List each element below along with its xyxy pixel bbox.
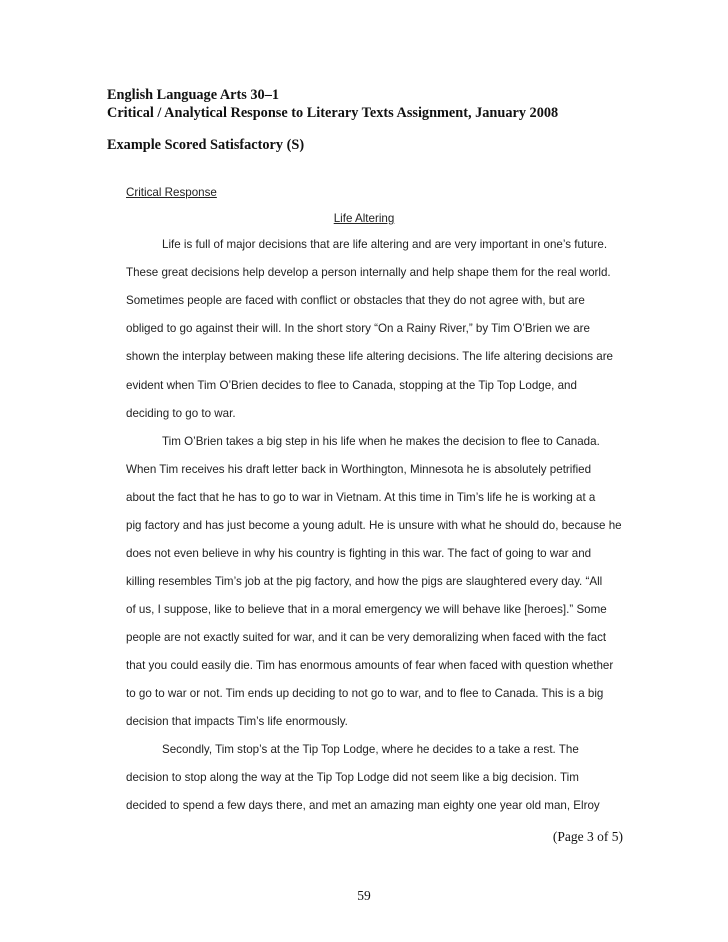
essay-line: When Tim receives his draft letter back in Worthington, Minnesota he is absolutely petrified (126, 463, 592, 476)
essay-line: evident when Tim O’Brien decides to flee to Canada, stopping at the Tip Top Lodge, and (126, 379, 577, 392)
essay-line: Tim O’Brien takes a big step in his life when he makes the decision to flee to Canada. (162, 435, 600, 448)
essay-line: These great decisions help develop a person internally and help shape them for the real world. (126, 266, 611, 279)
essay-line: people are not exactly suited for war, and it can be very demoralizing when faced with the fact (126, 631, 607, 644)
essay-line: Sometimes people are faced with conflict or obstacles that they do not agree with, but are (126, 294, 585, 307)
essay-line: obliged to go against their will. In the short story “On a Rainy River,” by Tim O’Brien we are (126, 322, 590, 335)
essay-line: shown the interplay between making these life altering decisions. The life altering decisions are (126, 350, 613, 363)
essay-line: deciding to go to war. (126, 407, 236, 420)
assignment-title: Critical / Analytical Response to Literary Texts Assignment, January 2008 (107, 105, 559, 121)
essay-line: decision that impacts Tim’s life enormously. (126, 715, 348, 728)
essay-line: Secondly, Tim stop’s at the Tip Top Lodge, where he decides to a take a rest. The (162, 743, 579, 756)
essay-line: decided to spend a few days there, and met an amazing man eighty one year old man, Elroy (126, 799, 600, 812)
essay-title: Life Altering (333, 212, 395, 225)
section-label: Critical Response (126, 186, 217, 199)
essay-line: about the fact that he has to go to war in Vietnam. At this time in Tim’s life he is working at a (126, 491, 596, 504)
essay-line: does not even believe in why his country is fighting in this war. The fact of going to war and (126, 547, 592, 560)
essay-line: that you could easily die. Tim has enormous amounts of fear when faced with question whether (126, 659, 614, 672)
essay-line: of us, I suppose, like to believe that in a moral emergency we will behave like [heroes].” Some (126, 603, 607, 616)
essay-line: Life is full of major decisions that are life altering and are very important in one’s future. (162, 238, 608, 251)
essay-line: decision to stop along the way at the Tip Top Lodge did not seem like a big decision. Tim (126, 771, 579, 784)
essay-line: to go to war or not. Tim ends up deciding to not go to war, and to flee to Canada. This is a big (126, 687, 604, 700)
page-number: 59 (357, 888, 371, 903)
essay-line: pig factory and has just become a young adult. He is unsure with what he should do, because he (126, 519, 622, 532)
score-label: Example Scored Satisfactory (S) (107, 137, 305, 153)
essay-line: killing resembles Tim’s job at the pig factory, and how the pigs are slaughtered every day. “All (126, 575, 603, 588)
course-title: English Language Arts 30–1 (107, 87, 279, 103)
page-indicator: (Page 3 of 5) (552, 829, 623, 844)
